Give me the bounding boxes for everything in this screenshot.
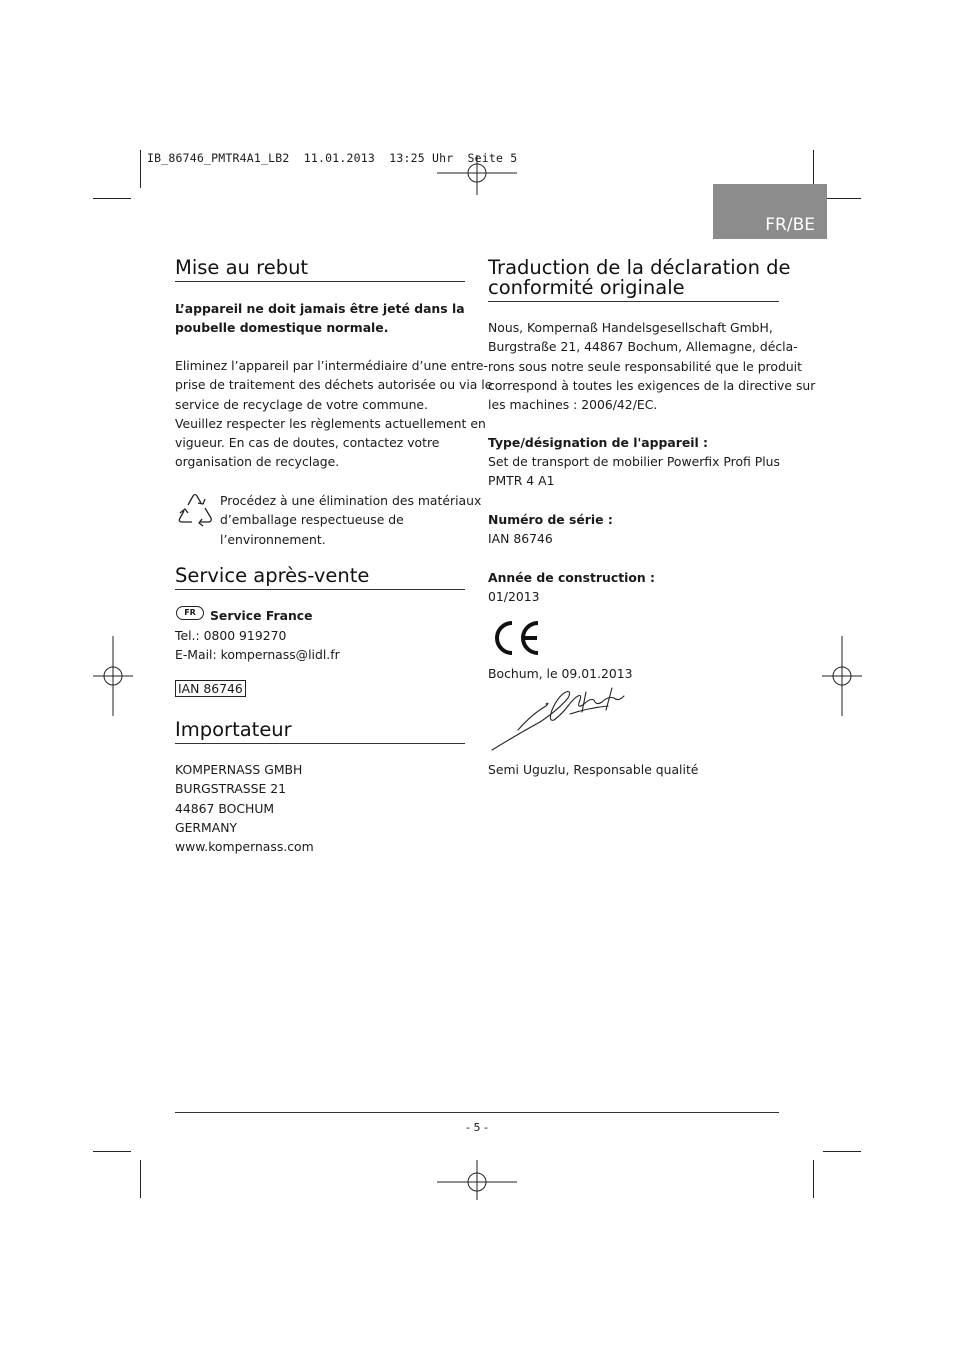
declaration-title: [488, 258, 791, 298]
disposal-body: [175, 356, 492, 472]
disposal-warning: [175, 299, 465, 338]
recycle-note-line: Procédez à une élimination des matériaux: [220, 493, 482, 508]
importer-line: GERMANY: [175, 819, 238, 835]
importer-title-rule: [175, 743, 465, 744]
service-email: E-Mail: kompernass@lidl.fr: [175, 647, 340, 662]
registration-target-icon: [437, 1160, 517, 1204]
declaration-intro-line: les machines : 2006/42/EC.: [488, 397, 658, 413]
crop-mark: [823, 198, 861, 199]
type-value: [488, 452, 780, 491]
service-tel: Tel.: 0800 919270: [175, 628, 287, 643]
disposal-body-line: Eliminez l’appareil par l’intermédiaire d’une entre-: [175, 358, 488, 373]
disposal-body-line: Veuillez respecter les règlements actuellement en: [175, 415, 486, 431]
signatory: Semi Uguzlu, Responsable qualité: [488, 762, 699, 777]
disposal-title-rule: [175, 281, 465, 282]
declaration-title-line: Traduction de la déclaration de: [488, 256, 791, 279]
declaration-intro: [488, 318, 815, 414]
fr-flag-icon: [176, 606, 204, 620]
declaration-intro-line: correspond à toutes les exigences de la directive sur: [488, 377, 816, 393]
importer-line: 44867 BOCHUM: [175, 800, 275, 816]
type-value-line: Set de transport de mobilier Powerfix Profi Plus: [488, 454, 780, 469]
recycle-note-line: l’environnement.: [220, 531, 326, 547]
declaration-intro-line: Burgstraße 21, 44867 Bochum, Allemagne, décla-: [488, 339, 798, 355]
recycle-note-line: d’emballage respectueuse de: [220, 512, 404, 528]
year-label: Année de construction :: [488, 570, 655, 585]
footer-rule: [175, 1112, 779, 1113]
crop-mark: [813, 150, 814, 188]
registration-target-icon: [822, 636, 862, 716]
disposal-warning-line: poubelle domestique normale.: [175, 320, 389, 336]
serial-label: Numéro de série :: [488, 512, 613, 527]
serial-value: IAN 86746: [488, 531, 553, 546]
disposal-body-line: service de recyclage de votre commune.: [175, 396, 428, 412]
importer-address: [175, 760, 314, 856]
signature-image: [488, 684, 630, 754]
declaration-intro-line: Nous, Kompernaß Handelsgesellschaft GmbH,: [488, 320, 773, 335]
crop-mark: [93, 198, 131, 199]
place-date: Bochum, le 09.01.2013: [488, 666, 633, 681]
importer-title: Importateur: [175, 718, 292, 741]
crop-mark: [813, 1160, 814, 1198]
year-value: 01/2013: [488, 589, 540, 604]
language-tab: [713, 184, 827, 239]
importer-website: www.kompernass.com: [175, 839, 314, 855]
print-header: IB_86746_PMTR4A1_LB2 11.01.2013 13:25 Uhr Seite 5: [147, 151, 518, 165]
crop-mark: [93, 1151, 131, 1152]
fr-flag-label: FR: [184, 608, 196, 617]
page-number: - 5 -: [466, 1121, 488, 1134]
disposal-body-line: organisation de recyclage.: [175, 454, 340, 470]
recycle-note: [220, 491, 481, 549]
importer-line: BURGSTRASSE 21: [175, 781, 287, 797]
declaration-title-rule: [488, 301, 779, 302]
service-title-rule: [175, 589, 465, 590]
importer-line: KOMPERNASS GMBH: [175, 762, 303, 777]
crop-mark: [823, 1151, 861, 1152]
disposal-warning-line: L’appareil ne doit jamais être jeté dans la: [175, 301, 465, 316]
type-label: Type/désignation de l'appareil :: [488, 435, 708, 450]
service-name: Service France: [210, 608, 313, 623]
disposal-title: Mise au rebut: [175, 256, 309, 279]
ce-mark-icon: [488, 618, 544, 658]
recycle-icon: [174, 491, 216, 529]
declaration-intro-line: rons sous notre seule responsabilité que le produit: [488, 358, 802, 374]
language-tab-label: FR/BE: [765, 215, 815, 235]
ian-box: IAN 86746: [175, 680, 246, 697]
disposal-body-line: vigueur. En cas de doutes, contactez votre: [175, 435, 440, 451]
type-value-line: PMTR 4 A1: [488, 473, 555, 489]
crop-mark: [140, 150, 141, 188]
service-title: Service après-vente: [175, 564, 370, 587]
registration-target-icon: [93, 636, 133, 716]
crop-mark: [140, 1160, 141, 1198]
declaration-title-line: conformité originale: [488, 276, 685, 299]
disposal-body-line: prise de traitement des déchets autorisée ou via le: [175, 377, 493, 393]
